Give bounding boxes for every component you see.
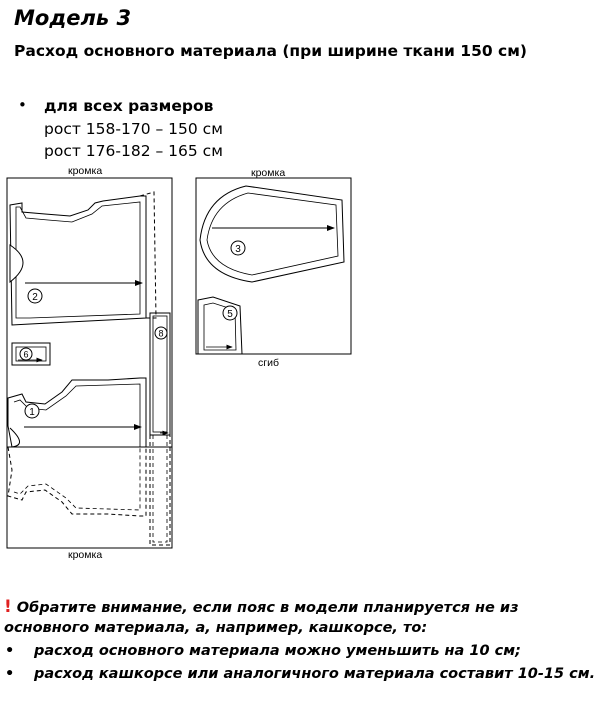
note-item-2: расход кашкорсе или аналогичного материала составит 10-15 см.: [34, 666, 596, 682]
sizes-header: для всех размеров: [44, 97, 214, 115]
note-bullet-1: •: [5, 643, 15, 659]
left-layout-bottom-label: кромка: [68, 549, 103, 561]
svg-text:3: 3: [235, 244, 241, 255]
piece-1-front: [8, 378, 146, 516]
piece-6-pocket: [12, 343, 50, 365]
svg-text:1: 1: [29, 407, 35, 418]
model-title: Модель 3: [14, 6, 132, 30]
note-bullet-2: •: [5, 666, 15, 682]
consumption-heading: Расход основного материала (при ширине ткани 150 см): [14, 42, 527, 60]
left-fabric-rect: [7, 178, 172, 548]
size-line-1: рост 158-170 – 150 см: [44, 120, 223, 138]
svg-text:8: 8: [158, 328, 164, 339]
warning-exclamation-icon: !: [4, 597, 12, 617]
svg-text:2: 2: [32, 292, 38, 303]
svg-text:5: 5: [227, 309, 233, 320]
note-line-1-text: Обратите внимание, если пояс в модели планируется не из: [16, 600, 519, 616]
sizes-bullet: •: [18, 96, 27, 114]
piece-3-sleeve: [200, 186, 344, 282]
svg-text:6: 6: [23, 349, 29, 360]
note-line-1: [4, 597, 519, 617]
piece-5-collar: [198, 297, 242, 354]
note-item-1: расход основного материала можно уменьшить на 10 см;: [34, 643, 521, 659]
size-line-2: рост 176-182 – 165 см: [44, 142, 223, 160]
note-line-2: основного материала, а, например, кашкорсе, то:: [4, 620, 428, 636]
piece-8-band: [150, 313, 170, 545]
right-layout-bottom-label: сгиб: [258, 357, 279, 369]
piece-2-back: [10, 192, 156, 325]
left-layout-top-label: кромка: [68, 165, 103, 177]
right-layout-top-label: кромка: [251, 167, 286, 179]
